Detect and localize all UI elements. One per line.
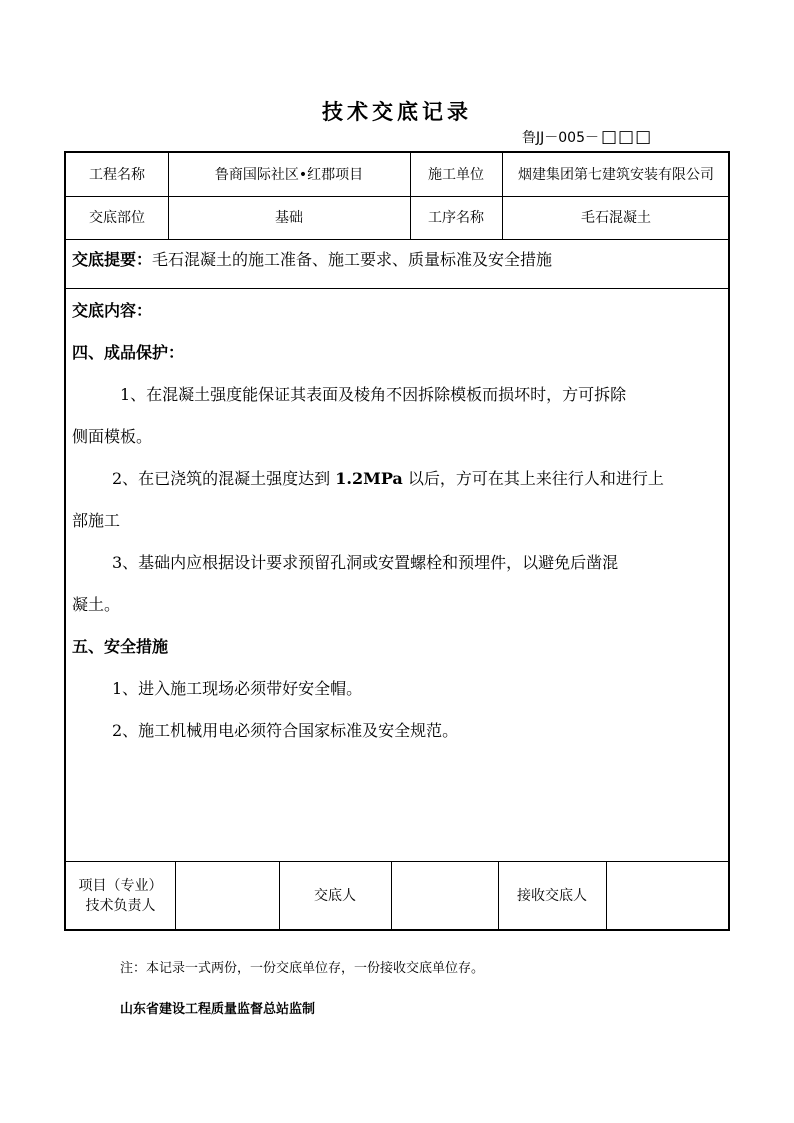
- item-4-2-value: 1.2MPa: [335, 469, 403, 488]
- tech-lead-label-line-1: 项目（专业）: [78, 878, 163, 894]
- note: 注：本记录一式两份，一份交底单位存，一份接收交底单位存。: [120, 961, 485, 976]
- item-4-2-post: 以后，方可在其上来往行人和进行上: [402, 469, 664, 488]
- summary-text: 毛石混凝土的施工准备、施工要求、质量标准及安全措施: [152, 250, 553, 269]
- project-name-label: 工程名称: [89, 166, 145, 183]
- item-4-3-line-1: 3、基础内应根据设计要求预留孔洞或安置螺栓和预埋件，以避免后凿混: [112, 553, 619, 572]
- record-table: [64, 151, 730, 931]
- footer-issuer: 山东省建设工程质量监督总站监制: [120, 1002, 316, 1017]
- record-code: [522, 127, 652, 147]
- tech-lead-label: [66, 861, 175, 931]
- section-4-title: 四、成品保护：: [72, 343, 185, 362]
- item-4-1-line-1: 1、在混凝土强度能保证其表面及棱角不因拆除模板而损坏时，方可拆除: [120, 385, 627, 404]
- construction-unit-label: 施工单位: [428, 166, 484, 183]
- part-label: 交底部位: [89, 209, 145, 226]
- process-value: 毛石混凝土: [581, 209, 651, 226]
- section-5-title: 五、安全措施: [72, 637, 169, 656]
- summary-label: 交底提要：: [72, 250, 153, 269]
- tech-lead-signature-field[interactable]: [175, 861, 279, 931]
- discloser-signature-field[interactable]: [391, 861, 498, 931]
- project-name-value: 鲁商国际社区•红郡项目: [214, 166, 364, 183]
- item-4-2-pre: 2、在已浇筑的混凝土强度达到: [112, 469, 336, 488]
- item-5-2: 2、施工机械用电必须符合国家标准及安全规范。: [112, 721, 459, 740]
- row-divider: [66, 288, 728, 289]
- item-4-1-line-2: 侧面模板。: [72, 427, 153, 446]
- receiver-signature-field[interactable]: [606, 861, 730, 931]
- item-5-1: 1、进入施工现场必须带好安全帽。: [112, 679, 363, 698]
- summary: [72, 247, 552, 270]
- content-label: 交底内容：: [72, 301, 153, 320]
- item-4-2-line-1: [112, 466, 664, 489]
- record-code-boxes: □□□: [600, 127, 653, 147]
- record-code-prefix: 鲁JJ－005－: [522, 130, 599, 146]
- tech-lead-label-line-2: 技术负责人: [85, 898, 156, 914]
- document-title: 技术交底记录: [322, 99, 472, 124]
- item-4-2-line-2: 部施工: [72, 511, 121, 530]
- discloser-label: 交底人: [314, 888, 356, 904]
- row-divider: [66, 239, 728, 240]
- process-label: 工序名称: [428, 209, 484, 226]
- construction-unit-value: 烟建集团第七建筑安装有限公司: [518, 166, 714, 183]
- item-4-3-line-2: 凝土。: [72, 595, 121, 614]
- receiver-label: 接收交底人: [517, 888, 587, 904]
- part-value: 基础: [275, 209, 303, 226]
